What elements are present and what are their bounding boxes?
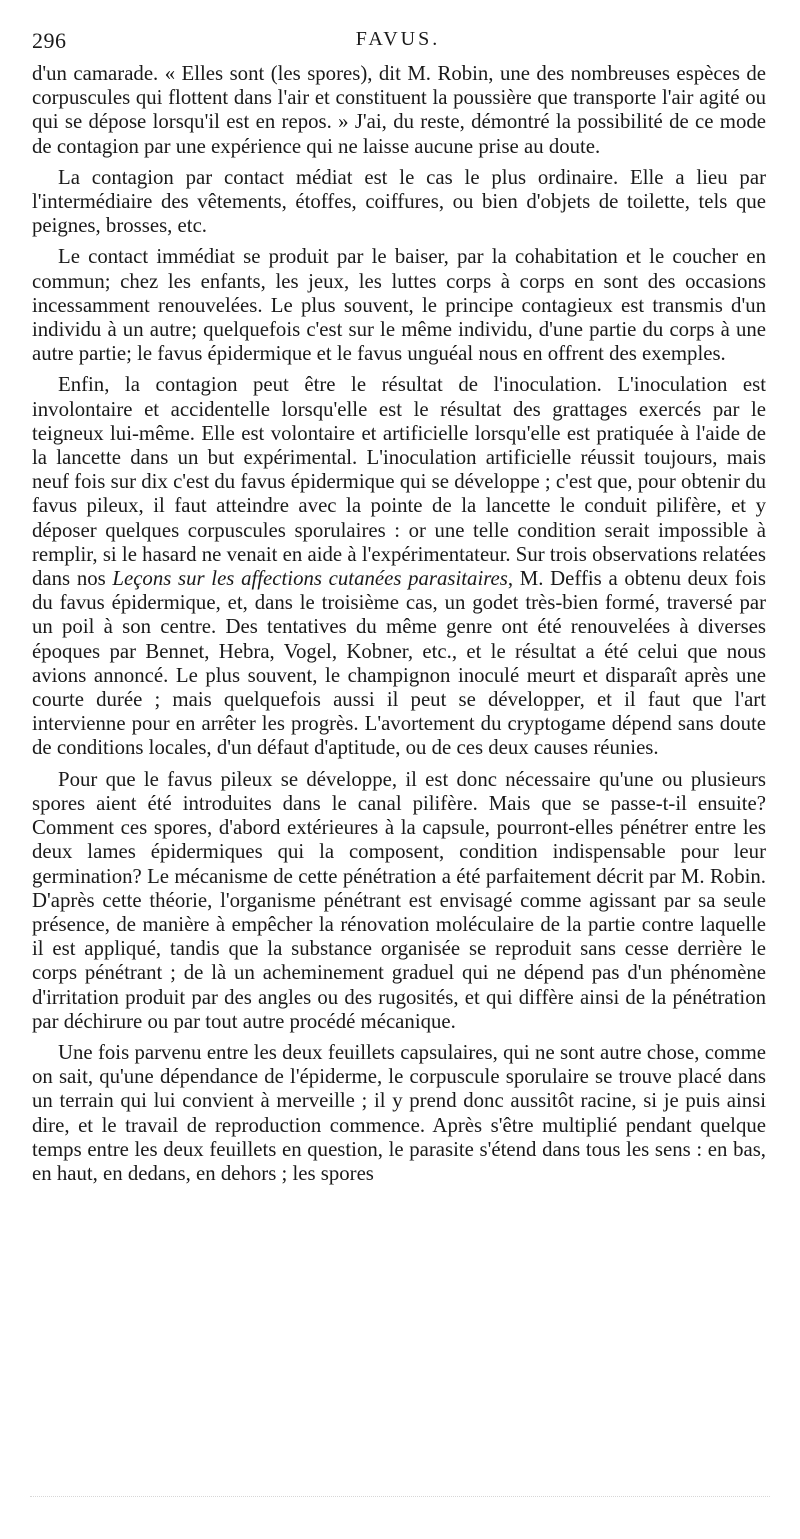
- paragraph-3: Le contact immédiat se produit par le baiser, par la cohabitation et le coucher en commun; chez les enfants, les jeux, les luttes corps à corps en sont des occasions incessamment renouvelées. Le plus souvent, le principe contagieux est transmis d'un individu à un autre; quelquefois c'est sur le même individu, d'une partie du corps à une autre partie; le favus épidermique et le favus unguéal nous en offrent des exemples.: [32, 245, 766, 366]
- paragraph-4-text-after: , M. Deffis a obtenu deux fois du favus épidermique, et, dans le troisième cas, un godet très-bien formé, traversé par un poil à son centre. Des tentatives du même genre ont été renouvelées à diverses époques par Bennet, Hebra, Vogel, Kobner, etc., et le résultat a été celui que nous avions annoncé. Le plus souvent, le champignon inoculé meurt et disparaît après une courte durée ; mais quelquefois aussi il peut se développer, et il faut que l'art intervienne pour en arrêter les progrès. L'avortement du cryptogame dépend sans doute de conditions locales, d'un défaut d'aptitude, ou de ces deux causes réunies.: [32, 567, 766, 760]
- paragraph-4: [32, 373, 766, 760]
- paragraph-6: Une fois parvenu entre les deux feuillets capsulaires, qui ne sont autre chose, comme on sait, qu'une dépendance de l'épiderme, le corpuscule sporulaire se trouve placé dans un terrain qui lui convient à merveille ; il y prend donc aussitôt racine, si je puis ainsi dire, et le travail de reproduction commence. Après s'être multiplié pendant quelque temps entre les deux feuillets en question, le parasite s'étend dans tous les sens : en bas, en haut, en dedans, en dehors ; les spores: [32, 1040, 766, 1185]
- book-title-italic: Leçons sur les affections cutanées parasitaires: [112, 567, 508, 591]
- paragraph-5: Pour que le favus pileux se développe, il est donc nécessaire qu'une ou plusieurs spores aient été introduites dans le canal pilifère. Mais que se passe-t-il ensuite? Comment ces spores, d'abord extérieures à la capsule, pourront-elles pénétrer entre les deux lames épidermiques qui la composent, condition indispensable pour leur germination? Le mécanisme de cette pénétration a été parfaitement décrit par M. Robin. D'après cette théorie, l'organisme pénétrant est envisagé comme agissant par sa seule présence, de manière à empêcher la rénovation moléculaire de la partie contre laquelle il est appliqué, tandis que la substance organisée se reproduit sans cesse derrière le corps pénétrant ; de là un acheminement graduel qui ne dépend pas d'un phénomène d'irritation produit par des angles ou des rugosités, et qui diffère ainsi de la pénétration par déchirure ou par tout autre procédé mécanique.: [32, 767, 766, 1033]
- running-head: [32, 28, 764, 60]
- paragraph-2: La contagion par contact médiat est le cas le plus ordinaire. Elle a lieu par l'intermédiaire des vêtements, étoffes, coiffures, ou bien d'objets de toilette, tels que peignes, brosses, etc.: [32, 165, 766, 238]
- page-number: 296: [32, 28, 67, 53]
- scan-artifact-line: [30, 1496, 770, 1499]
- paragraph-4-text-before: Enfin, la contagion peut être le résultat de l'inoculation. L'inoculation est involontaire et accidentelle lorsqu'elle est le résultat des grattages exercés par le teigneux lui-même. Elle est volontaire et artificielle lorsqu'elle est pratiquée à l'aide de la lancette dans un but expérimental. L'inoculation artificielle réussit toujours, mais neuf fois sur dix c'est du favus épidermique qui se développe ; c'est que, pour obtenir du favus pileux, il faut atteindre avec la pointe de la lancette le conduit pilifère, et y déposer quelques corpuscules sporulaires : or une telle condition serait impossible à remplir, si le hasard ne venait en aide à l'expérimentateur. Sur trois observations relatées dans nos: [32, 373, 766, 591]
- body-text: [32, 62, 766, 1193]
- paragraph-1: d'un camarade. « Elles sont (les spores), dit M. Robin, une des nombreuses espèces de corpuscules qui flottent dans l'air et constituent la poussière que transporte l'air agité ou qui se dépose lorsqu'il est en repos. » J'ai, du reste, démontré la possibilité de ce mode de contagion par une expérience qui ne laisse aucune prise au doute.: [32, 62, 766, 158]
- running-title: FAVUS.: [355, 28, 441, 50]
